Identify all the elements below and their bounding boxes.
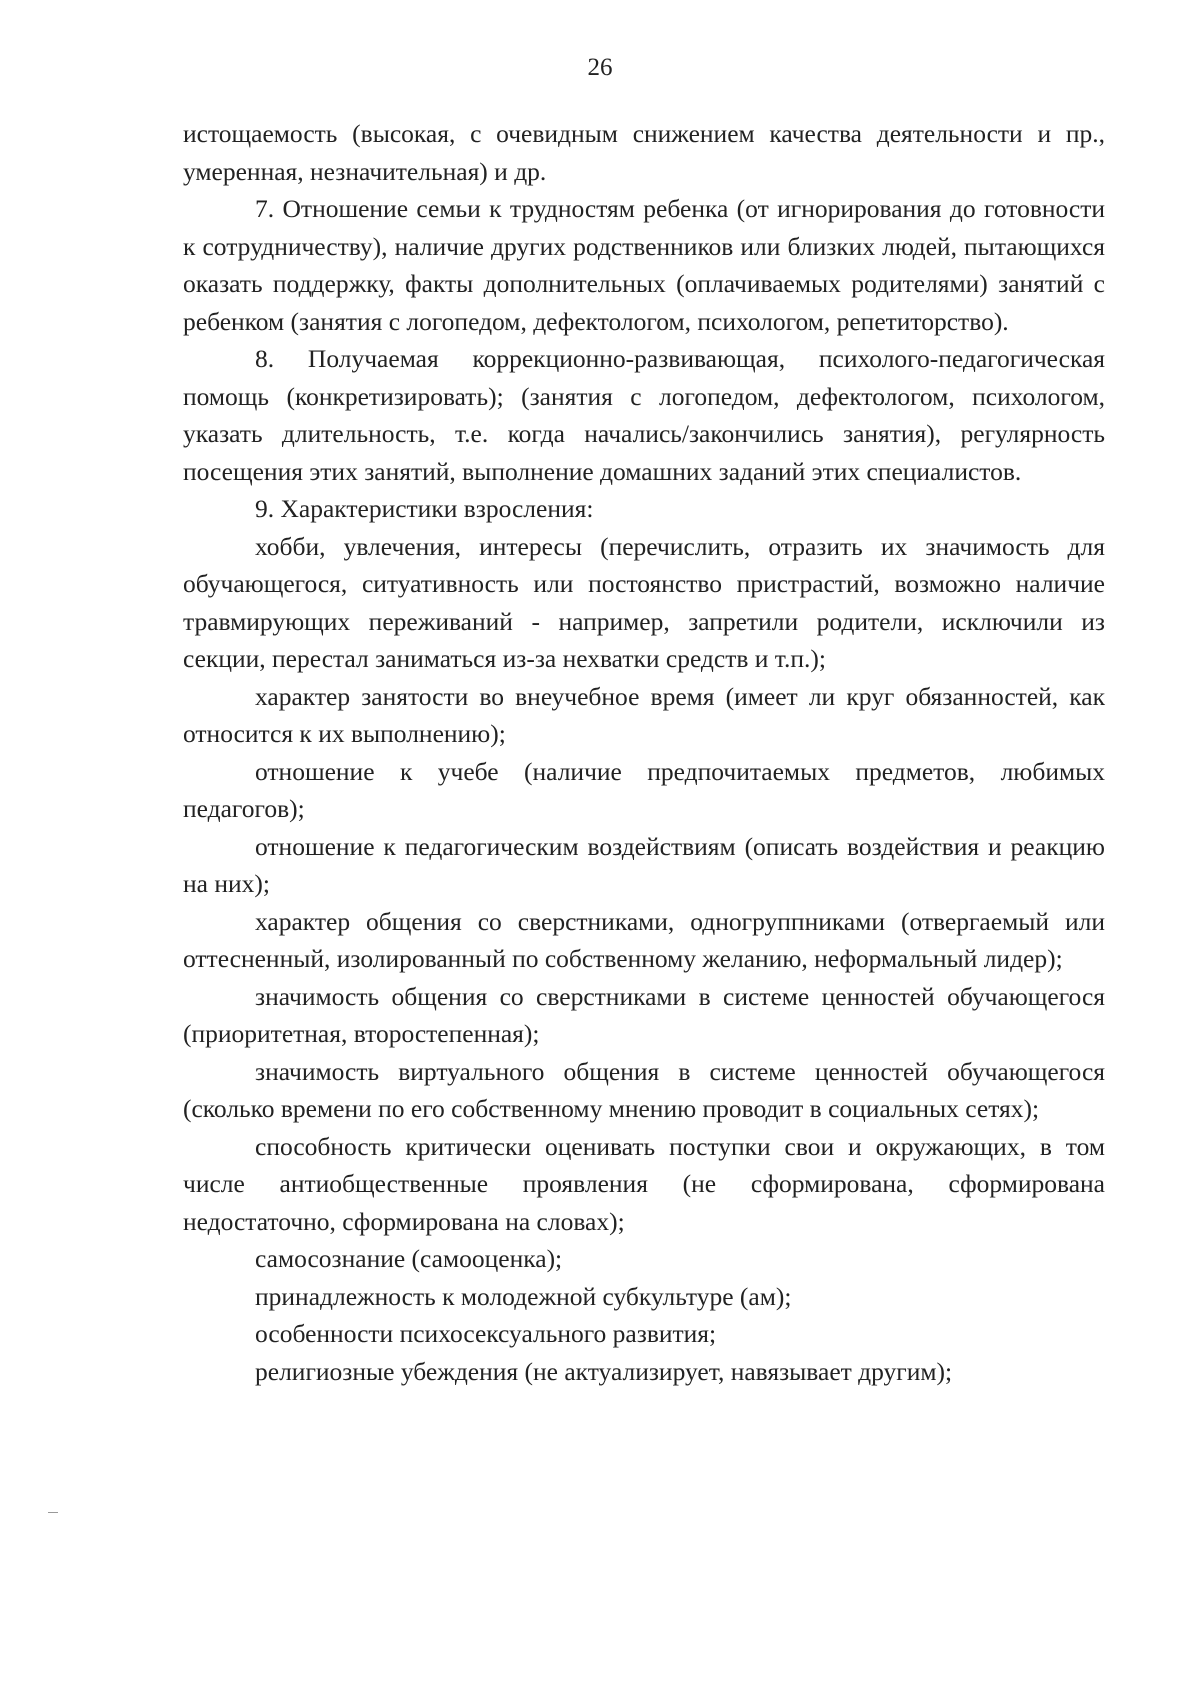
margin-mark [48,1512,58,1513]
paragraph-continuation: истощаемость (высокая, с очевидным снижением качества деятельности и пр., умеренная, незначительная) и др. [183,119,1105,186]
paragraph-item-9-heading: 9. Характеристики взросления: [255,494,594,523]
paragraph-religious: религиозные убеждения (не актуализирует, навязывает другим); [255,1356,953,1386]
paragraph-item-7: 7. Отношение семьи к трудностям ребенка (от игнорирования до готовности к сотрудничеству), наличие других родственников или близких людей, пытающихся оказать поддержку, факты дополнительных (оплачиваемых родителями) занятий с ребенком (занятия с логопедом, дефектологом, психологом, репетиторство). [183,194,1105,336]
paragraph-attitude-pedagogical: отношение к педагогическим воздействиям (описать воздействия и реакцию на них); [183,831,1105,898]
paragraph-extracurricular: характер занятости во внеучебное время (имеет ли круг обязанностей, как относится к их выполнению); [183,681,1105,748]
paragraph-peer-significance: значимость общения со сверстниками в системе ценностей обучающегося (приоритетная, второстепенная); [183,981,1105,1048]
paragraph-subculture: принадлежность к молодежной субкультуре (ам); [255,1281,792,1311]
paragraph-hobbies: хобби, увлечения, интересы (перечислить, отразить их значимость для обучающегося, ситуативность или постоянство пристрастий, возможно наличие травмирующих переживаний - например, запретили родители, исключили из секции, перестал заниматься из-за нехватки средств и т.п.); [183,531,1105,673]
page-number: 26 [587,54,613,81]
paragraph-psychosexual: особенности психосексуального развития; [255,1319,717,1348]
paragraph-critical-assessment: способность критически оценивать поступки свои и окружающих, в том числе антиобщественные проявления (не сформирована, сформирована недостаточно, сформирована на словах); [183,1131,1105,1236]
body-text [183,115,1105,1390]
paragraph-item-8: 8. Получаемая коррекционно-развивающая, психолого-педагогическая помощь (конкретизировать); (занятия с логопедом, дефектологом, психологом, указать длительность, т.е. когда начались/закончились занятия), регулярность посещения этих занятий, выполнение домашних заданий этих специалистов. [183,344,1105,486]
paragraph-self-awareness: самосознание (самооценка); [255,1244,563,1273]
paragraph-attitude-study: отношение к учебе (наличие предпочитаемых предметов, любимых педагогов); [183,756,1105,823]
paragraph-peer-communication: характер общения со сверстниками, одногруппниками (отвергаемый или оттесненный, изолированный по собственному желанию, неформальный лидер); [183,906,1105,973]
paragraph-virtual-communication: значимость виртуального общения в системе ценностей обучающегося (сколько времени по его собственному мнению проводит в социальных сетях); [183,1056,1105,1123]
